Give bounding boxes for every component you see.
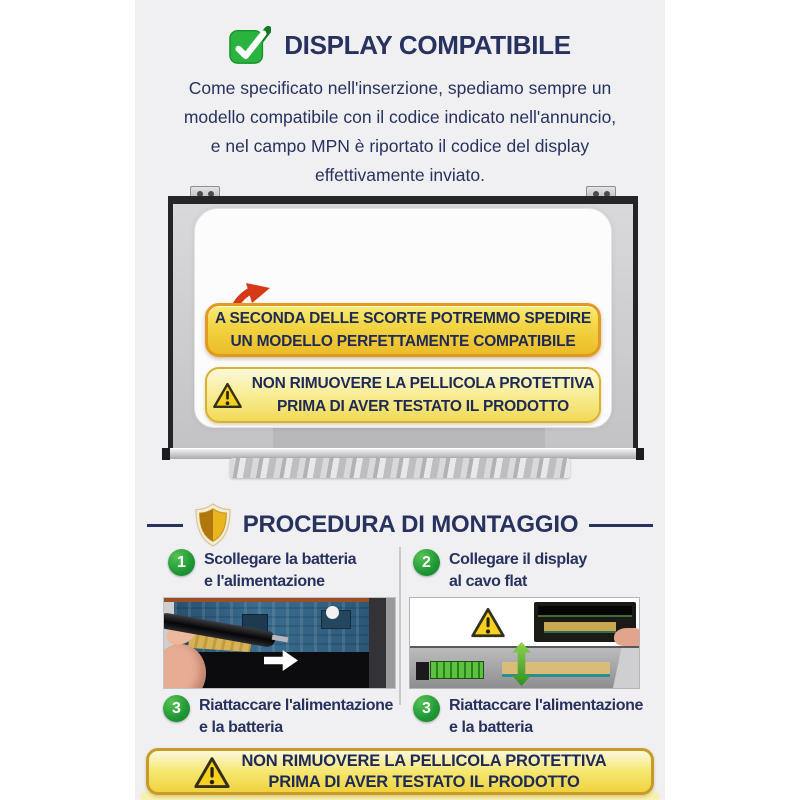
step-1-label-line: e l'alimentazione [204, 573, 325, 590]
connector-bar [538, 606, 632, 617]
intro-paragraph [140, 74, 660, 190]
footer-warning-line: NON RIMUOVERE LA PELLICOLA PROTETTIVA [241, 751, 607, 770]
flat-cable [544, 622, 616, 633]
step-3-label-line: Riattaccare l'alimentazione [199, 697, 393, 714]
step-1-label-line: Scollegare la batteria [204, 551, 357, 568]
film-callout-line: PRIMA DI AVER TESTATO IL PRODOTTO [277, 398, 569, 415]
connector-inset-photo [534, 602, 636, 642]
round-sticker [326, 606, 339, 619]
film-callout-line: NON RIMUOVERE LA PELLICOLA PROTETTIVA [251, 375, 595, 392]
warning-triangle-icon [212, 381, 243, 409]
shield-icon [194, 503, 232, 547]
page-title: DISPLAY COMPATIBILE [284, 29, 571, 60]
stock-callout [205, 303, 601, 357]
battery-disconnect-photo [163, 597, 396, 689]
warning-triangle-icon [193, 755, 231, 789]
stock-callout-line: UN MODELLO PERFETTAMENTE COMPATIBILE [230, 333, 576, 350]
check-badge-icon [229, 25, 271, 65]
chassis-edge [369, 598, 395, 688]
connector-cap [416, 662, 429, 680]
steps-divider [399, 547, 401, 705]
footer-warning-banner [146, 748, 654, 795]
paragraph-line: modello compatibile con il codice indicato nell'annuncio, [183, 107, 617, 127]
step-2-badge: 2 [413, 549, 440, 576]
step-2-label-line: Collegare il display [449, 551, 587, 568]
foil-wedge [613, 648, 640, 688]
green-connector [430, 661, 484, 679]
step-3-label-line: e la batteria [199, 719, 283, 736]
footer-warning-line: PRIMA DI AVER TESTATO IL PRODOTTO [268, 772, 580, 791]
step-3-label-line: e la batteria [449, 719, 533, 736]
finger [614, 628, 640, 646]
procedure-title: PROCEDURA DI MONTAGGIO [242, 511, 579, 538]
step-3-badge: 3 [413, 695, 440, 722]
panel-top-bar [168, 196, 638, 204]
paragraph-line: effettivamente inviato. [315, 165, 485, 185]
panel-foil-tape [230, 458, 570, 478]
heading-rule-left [147, 524, 183, 527]
stock-callout-line: A SECONDA DELLE SCORTE POTREMMO SPEDIRE [215, 310, 591, 327]
procedure-header [135, 502, 665, 548]
flat-cable-photo [409, 597, 640, 689]
step-3-badge: 3 [163, 695, 190, 722]
step-3-right [413, 695, 643, 739]
lcd-panel-figure [168, 186, 638, 482]
paragraph-line: Come specificato nell'inserzione, spediamo sempre un [188, 78, 612, 98]
warning-triangle-icon [470, 606, 506, 638]
step-2-label-line: al cavo flat [449, 573, 527, 590]
step-1 [168, 549, 356, 593]
heading-rule-right [589, 524, 653, 527]
paragraph-line: e nel campo MPN è riportato il codice del display [210, 136, 590, 156]
step-2 [413, 549, 587, 593]
header [135, 22, 665, 68]
step-3-label-line: Riattaccare l'alimentazione [449, 697, 643, 714]
step-1-badge: 1 [168, 549, 195, 576]
protective-film-callout [205, 367, 601, 423]
step-3-left [163, 695, 393, 739]
